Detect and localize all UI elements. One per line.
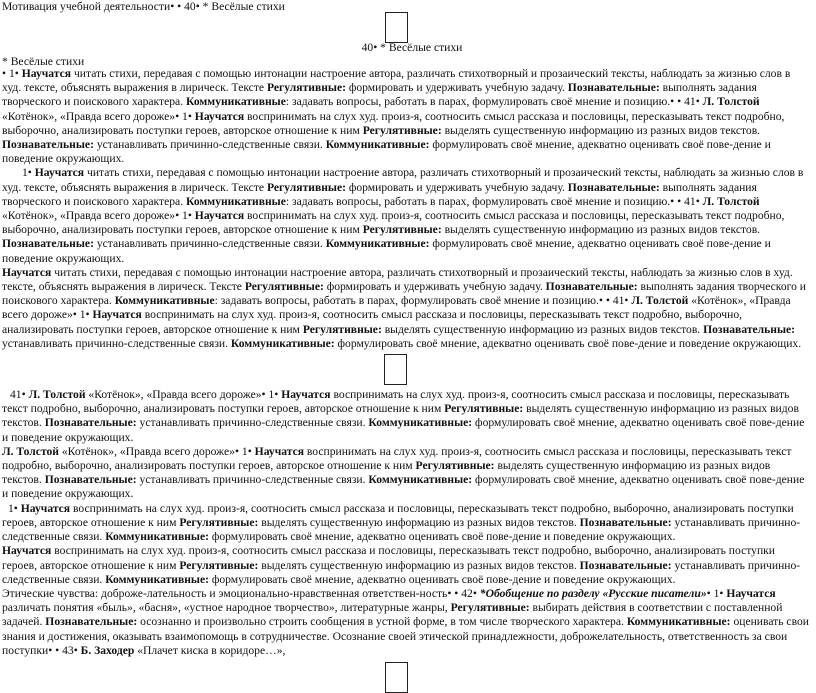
- bold-term: Регулятивные:: [266, 180, 346, 194]
- text-run: устанавливать причинно-следственные связи.: [136, 416, 369, 430]
- bold-term: Коммуникативные:: [230, 336, 335, 350]
- text-run: различать понятия «быль», «басня», «устное народное творчество», литературные жанры,: [2, 601, 451, 615]
- bold-term: Коммуникативные:: [368, 416, 473, 430]
- bold-term: Научатся: [194, 109, 245, 123]
- bold-term: Л. Толстой: [702, 95, 760, 109]
- text-run: устанавливать причинно-следственные связи.: [2, 558, 801, 586]
- bold-term: Коммуникативные:: [105, 572, 209, 586]
- image-caption: 40• * Весёлые стихи: [361, 41, 463, 54]
- paragraph: [2, 544, 812, 587]
- text-run: читать стихи, передавая с помощью интонации настроение автора, различать стихотворный и прозаический тексты, наблюдать за жизнью слов в худ. тексте, объяснять выражения в лирическ. Тексте: [2, 67, 791, 95]
- bold-term: Л. Толстой: [28, 388, 86, 402]
- paragraph: [2, 587, 812, 658]
- bold-term: Регулятивные:: [444, 402, 524, 416]
- text-run: : задавать вопросы, работать в парах, формулировать своё мнение и позицию.• • 41•: [285, 95, 703, 109]
- bold-term: Коммуникативные:: [368, 473, 473, 487]
- text-run: Этические чувства: доброже-лательность и эмоционально-нравственная ответствен-ность• • 42•: [2, 586, 480, 600]
- bold-term: Научатся: [2, 265, 52, 279]
- bold-term: Познавательные:: [2, 138, 94, 152]
- text-run: воспринимать на слух худ. произ-я, соотносить смысл рассказа и пословицы, пересказывать текст подробно, выборочно, анализировать поступки героев, авторское отношение к ним: [2, 388, 790, 416]
- text-run: осознанно и произвольно строить сообщения в устной форме, в том числе творческого характера.: [137, 615, 627, 629]
- text-run: «Котёнок», «Правда всего дороже»• 1•: [58, 444, 255, 458]
- bold-term: Научатся: [92, 308, 142, 322]
- bold-term: Регулятивные:: [450, 601, 530, 615]
- text-run: • 1•: [2, 67, 22, 80]
- bold-term: Научатся: [20, 501, 71, 515]
- text-run: выбирать действия в соответствии с поставленной задачей.: [2, 601, 783, 629]
- text-run: формулировать своё мнение, адекватно оценивать своё пове-дение и поведение окружающих.: [334, 336, 802, 350]
- bold-term: *Обобщение по разделу «Русские писатели»: [479, 586, 707, 600]
- bold-term: Научатся: [281, 388, 331, 402]
- paragraph: [2, 388, 812, 445]
- bold-term: Регулятивные:: [415, 459, 495, 473]
- bold-term: Познавательные:: [44, 473, 137, 487]
- bold-term: Научатся: [194, 209, 245, 223]
- bold-term: Л. Толстой: [702, 194, 760, 208]
- text-run: формировать и удерживать учебную задачу.: [323, 280, 546, 294]
- paragraph: [2, 266, 812, 351]
- text-run: 41•: [10, 388, 29, 402]
- document-body: [2, 67, 812, 693]
- bold-term: Коммуникативные: [186, 194, 286, 208]
- text-run: воспринимать на слух худ. произ-я, соотносить смысл рассказа и пословицы, пересказывать текст подробно, выборочно, анализировать поступки героев, авторское отношение к ним: [2, 209, 785, 237]
- text-run: • 1•: [706, 586, 727, 600]
- text-run: выделять существенную информацию из разных видов текстов.: [2, 402, 799, 430]
- text-run: формулировать своё мнение, адекватно оценивать своё пове-дение и поведение окружающих.: [2, 138, 771, 166]
- paragraph: [2, 67, 812, 166]
- text-run: выделять существенную информацию из разных видов текстов.: [441, 223, 761, 237]
- bold-term: Регулятивные:: [362, 123, 442, 137]
- text-run: выделять существенную информацию из разных видов текстов.: [258, 515, 580, 529]
- paragraph: [2, 445, 812, 502]
- text-run: 1•: [22, 166, 35, 180]
- bold-term: Коммуникативные:: [325, 138, 430, 152]
- text-run: 1•: [8, 501, 21, 515]
- bold-term: Коммуникативные: [186, 95, 286, 109]
- text-run: устанавливать причинно-следственные связи.: [2, 336, 231, 350]
- image-spacer: [2, 351, 812, 388]
- bold-term: Регулятивные:: [179, 558, 259, 572]
- bold-term: Коммуникативные:: [105, 530, 209, 544]
- text-run: формулировать своё мнение, адекватно оценивать своё пове-дение и поведение окружающих.: [208, 572, 676, 586]
- bold-term: Б. Заходер: [80, 643, 135, 657]
- text-run: выделять существенную информацию из разных видов текстов.: [2, 459, 771, 487]
- text-run: формулировать своё мнение, адекватно оценивать своё пове-дение и поведение окружающих.: [2, 416, 805, 444]
- text-run: выполнять задания творческого и поискового характера.: [2, 81, 757, 109]
- text-run: устанавливать причинно-следственные связи.: [93, 138, 326, 152]
- text-run: выделять существенную информацию из разных видов текстов.: [441, 123, 761, 137]
- bold-term: Познавательные:: [45, 615, 138, 629]
- bold-term: Научатся: [254, 444, 304, 458]
- text-run: : задавать вопросы, работать в парах, формулировать своё мнение и позицию.• • 41•: [214, 294, 632, 308]
- text-run: : задавать вопросы, работать в парах, формулировать своё мнение и позицию.• • 41•: [285, 194, 703, 208]
- text-run: формулировать своё мнение, адекватно оценивать своё пове-дение и поведение окружающих.: [208, 530, 676, 544]
- text-run: формировать и удерживать учебную задачу.: [345, 81, 568, 95]
- bold-term: Регулятивные:: [179, 515, 259, 529]
- bold-term: Коммуникативные:: [325, 237, 430, 251]
- bold-term: Регулятивные:: [302, 322, 382, 336]
- text-run: устанавливать причинно-следственные связи.: [136, 473, 369, 487]
- bold-term: Познавательные:: [567, 81, 660, 95]
- top-line: Мотивация учебной деятельности• • 40• * Весёлые стихи: [2, 0, 285, 13]
- text-run: воспринимать на слух худ. произ-я, соотносить смысл рассказа и пословицы, пересказывать текст подробно, выборочно, анализировать поступки героев, авторское отношение к ним: [2, 501, 794, 529]
- text-run: выполнять задания творческого и поискового характера.: [2, 180, 757, 208]
- text-run: устанавливать причинно-следственные связи.: [93, 237, 326, 251]
- image-placeholder: [385, 662, 408, 693]
- bold-term: Л. Толстой: [631, 294, 689, 308]
- text-run: читать стихи, передавая с помощью интонации настроение автора, различать стихотворный и прозаический тексты, наблюдать за жизнью слов в худ. тексте, объяснять выражения в лирическ. Тексте: [2, 265, 793, 294]
- bold-term: Научатся: [34, 166, 85, 180]
- text-run: формулировать своё мнение, адекватно оценивать своё пове-дение и поведение окружающих.: [2, 237, 771, 265]
- bold-term: Познавательные:: [703, 322, 796, 336]
- text-run: воспринимать на слух худ. произ-я, соотносить смысл рассказа и пословицы, пересказывать текст подробно, выборочно, анализировать поступки героев, авторское отношение к ним: [2, 444, 792, 473]
- bold-term: Регулятивные:: [244, 280, 324, 294]
- bold-term: Научатся: [726, 586, 776, 600]
- bold-term: Познавательные:: [2, 237, 94, 251]
- text-run: оценивать свои знания и достижения, оказывать взаимопомощь в сотрудничестве. Осознание своей этической принадлежности, доброжелательность, ответственность за свои поступки• • 43•: [2, 615, 809, 657]
- text-run: воспринимать на слух худ. произ-я, соотносить смысл рассказа и пословицы, пересказывать текст подробно, выборочно, анализировать поступки героев, авторское отношение к ним: [2, 308, 743, 336]
- text-run: выполнять задания творческого и поискового характера.: [2, 280, 806, 308]
- text-run: «Котёнок», «Правда всего дороже»• 1•: [2, 109, 195, 123]
- text-run: «Плачет киска в коридоре…»,: [134, 643, 286, 657]
- bold-term: Коммуникативные:: [626, 615, 731, 629]
- text-run: воспринимать на слух худ. произ-я, соотносить смысл рассказа и пословицы, пересказывать текст подробно, выборочно, анализировать поступки героев, авторское отношение к ним: [2, 109, 785, 137]
- text-run: «Котёнок», «Правда всего дороже»• 1•: [2, 294, 791, 322]
- text-run: формировать и удерживать учебную задачу.: [345, 180, 568, 194]
- bold-term: Регулятивные:: [362, 223, 442, 237]
- text-run: «Котёнок», «Правда всего дороже»• 1•: [2, 209, 195, 223]
- image-placeholder: [385, 12, 408, 43]
- text-run: «Котёнок», «Правда всего дороже»• 1•: [85, 388, 282, 402]
- bold-term: Научатся: [21, 67, 72, 80]
- text-run: устанавливать причинно-следственные связи.: [2, 515, 801, 544]
- bold-term: Познавательные:: [44, 416, 137, 430]
- text-run: выделять существенную информацию из разных видов текстов.: [381, 322, 704, 336]
- image-placeholder: [384, 354, 407, 385]
- text-run: воспринимать на слух худ. произ-я, соотносить смысл рассказа и пословицы, пересказывать текст подробно, выборочно, анализировать поступки героев, авторское отношение к ним: [2, 544, 775, 572]
- bold-term: Коммуникативные: [114, 294, 215, 308]
- bold-term: Научатся: [2, 544, 52, 558]
- paragraph: [2, 502, 812, 545]
- bold-term: Л. Толстой: [2, 444, 59, 458]
- section-subheading: * Весёлые стихи: [2, 55, 85, 68]
- bold-term: Познавательные:: [579, 515, 672, 529]
- bold-term: Познавательные:: [545, 280, 638, 294]
- text-run: формулировать своё мнение, адекватно оценивать своё пове-дение и поведение окружающих.: [2, 473, 805, 501]
- bold-term: Регулятивные:: [266, 81, 346, 95]
- text-run: выделять существенную информацию из разных видов текстов.: [258, 558, 580, 572]
- paragraph: [2, 166, 812, 265]
- text-run: читать стихи, передавая с помощью интонации настроение автора, различать стихотворный и прозаический тексты, наблюдать за жизнью слов в худ. тексте, объяснять выражения в лирическ. Тексте: [2, 166, 804, 194]
- bold-term: Познавательные:: [567, 180, 660, 194]
- bold-term: Познавательные:: [579, 558, 672, 572]
